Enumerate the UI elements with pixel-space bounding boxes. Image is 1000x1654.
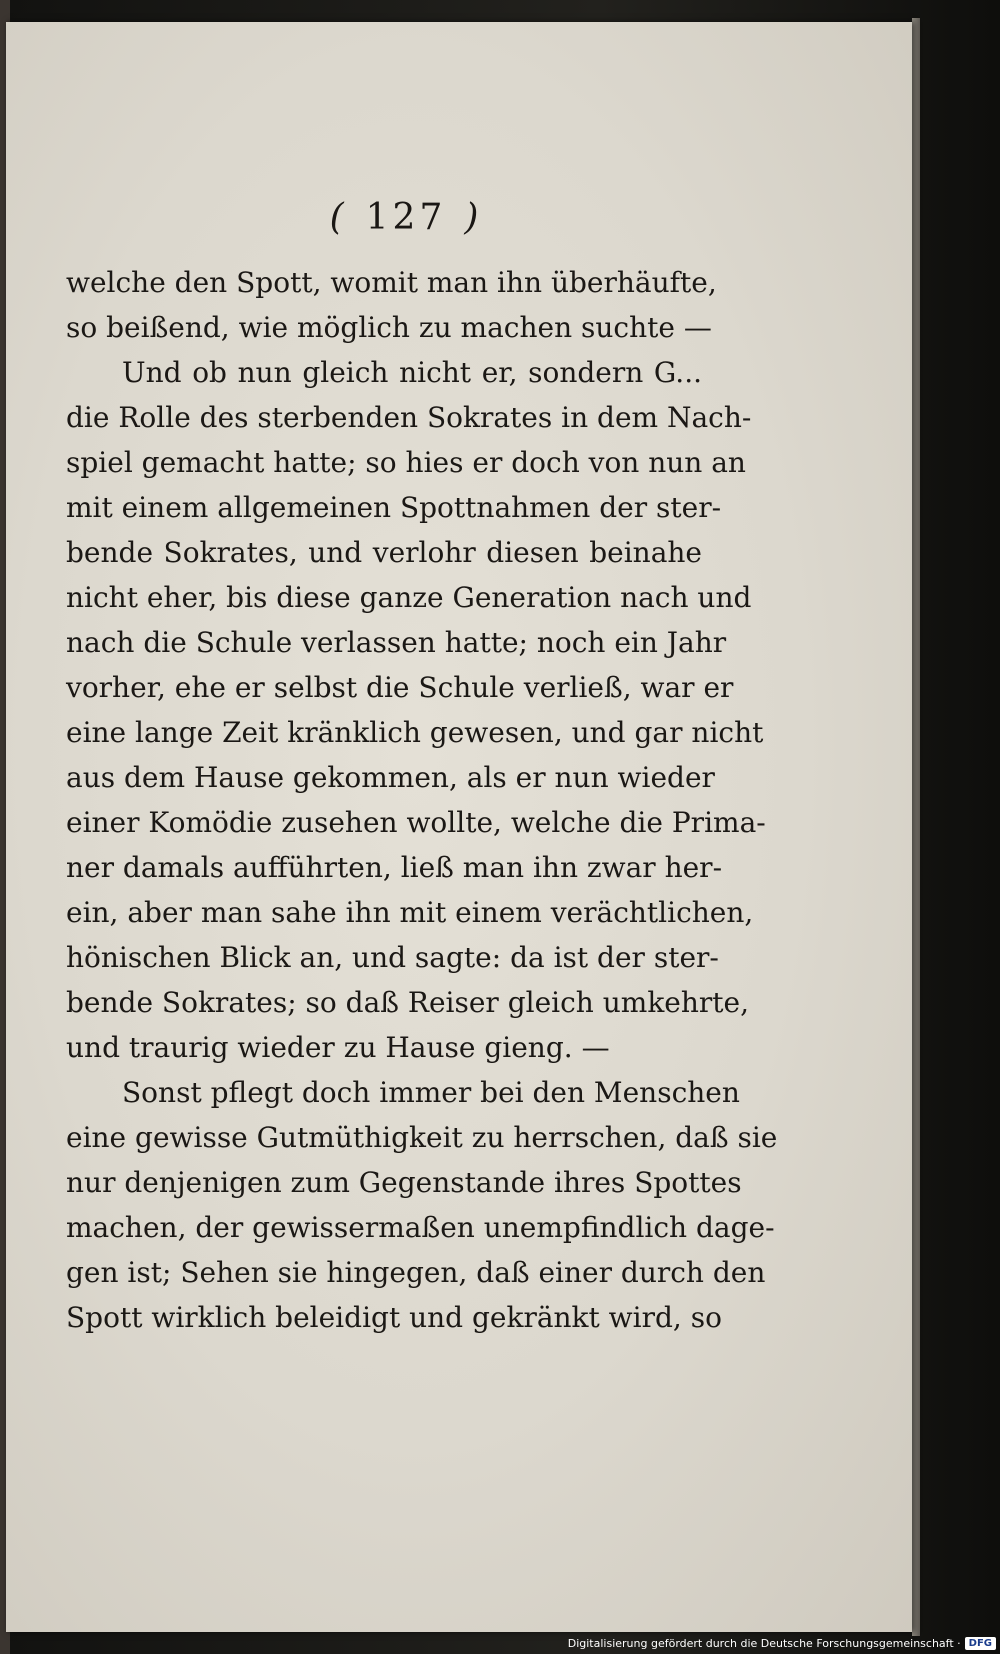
text-line: eine gewisse Gutmüthigkeit zu herrschen, daß sie [66, 1121, 778, 1154]
text-line: bende Sokrates, und verlohr diesen beinahe [66, 536, 702, 569]
book-page [6, 22, 912, 1632]
text-line: gen ist; Sehen sie hingegen, daß einer durch den [66, 1256, 766, 1289]
dfg-logo: DFG [965, 1637, 996, 1650]
digitization-credit [568, 1634, 996, 1652]
text-line: so beißend, wie möglich zu machen suchte — [66, 311, 712, 344]
header-paren-right: ) [464, 197, 483, 238]
text-line: nur denjenigen zum Gegenstande ihres Spottes [66, 1166, 742, 1199]
text-line: welche den Spott, womit man ihn überhäufte, [66, 266, 717, 299]
page-number: 127 [365, 197, 447, 238]
text-line: aus dem Hause gekommen, als er nun wieder [66, 761, 715, 794]
body-text [66, 260, 778, 1340]
text-line: ner damals aufführten, ließ man ihn zwar her- [66, 851, 723, 884]
credit-text: Digitalisierung gefördert durch die Deutsche Forschungsgemeinschaft · [567, 1636, 961, 1650]
text-line: spiel gemacht hatte; so hies er doch von nun an [66, 446, 746, 479]
text-line: bende Sokrates; so daß Reiser gleich umkehrte, [66, 986, 749, 1019]
text-line: nach die Schule verlassen hatte; noch ein Jahr [66, 626, 727, 659]
text-line: und traurig wieder zu Hause gieng. — [66, 1031, 610, 1064]
header-paren-left: ( [329, 197, 348, 238]
text-line: mit einem allgemeinen Spottnahmen der ster- [66, 491, 722, 524]
page-edge [912, 18, 920, 1636]
text-line: Spott wirklich beleidigt und gekränkt wird, so [66, 1301, 722, 1334]
text-line: Sonst pflegt doch immer bei den Menschen [122, 1076, 740, 1109]
text-line: ein, aber man sahe ihn mit einem verächtlichen, [66, 896, 754, 929]
page-header [6, 197, 806, 238]
text-line: eine lange Zeit kränklich gewesen, und gar nicht [66, 716, 764, 749]
text-line: nicht eher, bis diese ganze Generation nach und [66, 581, 752, 614]
text-line: einer Komödie zusehen wollte, welche die Prima- [66, 806, 766, 839]
text-line: hönischen Blick an, und sagte: da ist der ster- [66, 941, 719, 974]
text-line: machen, der gewissermaßen unempfindlich dage- [66, 1211, 775, 1244]
text-line: vorher, ehe er selbst die Schule verließ, war er [66, 671, 734, 704]
text-line: Und ob nun gleich nicht er, sondern G... [122, 356, 702, 389]
text-line: die Rolle des sterbenden Sokrates in dem Nach- [66, 401, 752, 434]
